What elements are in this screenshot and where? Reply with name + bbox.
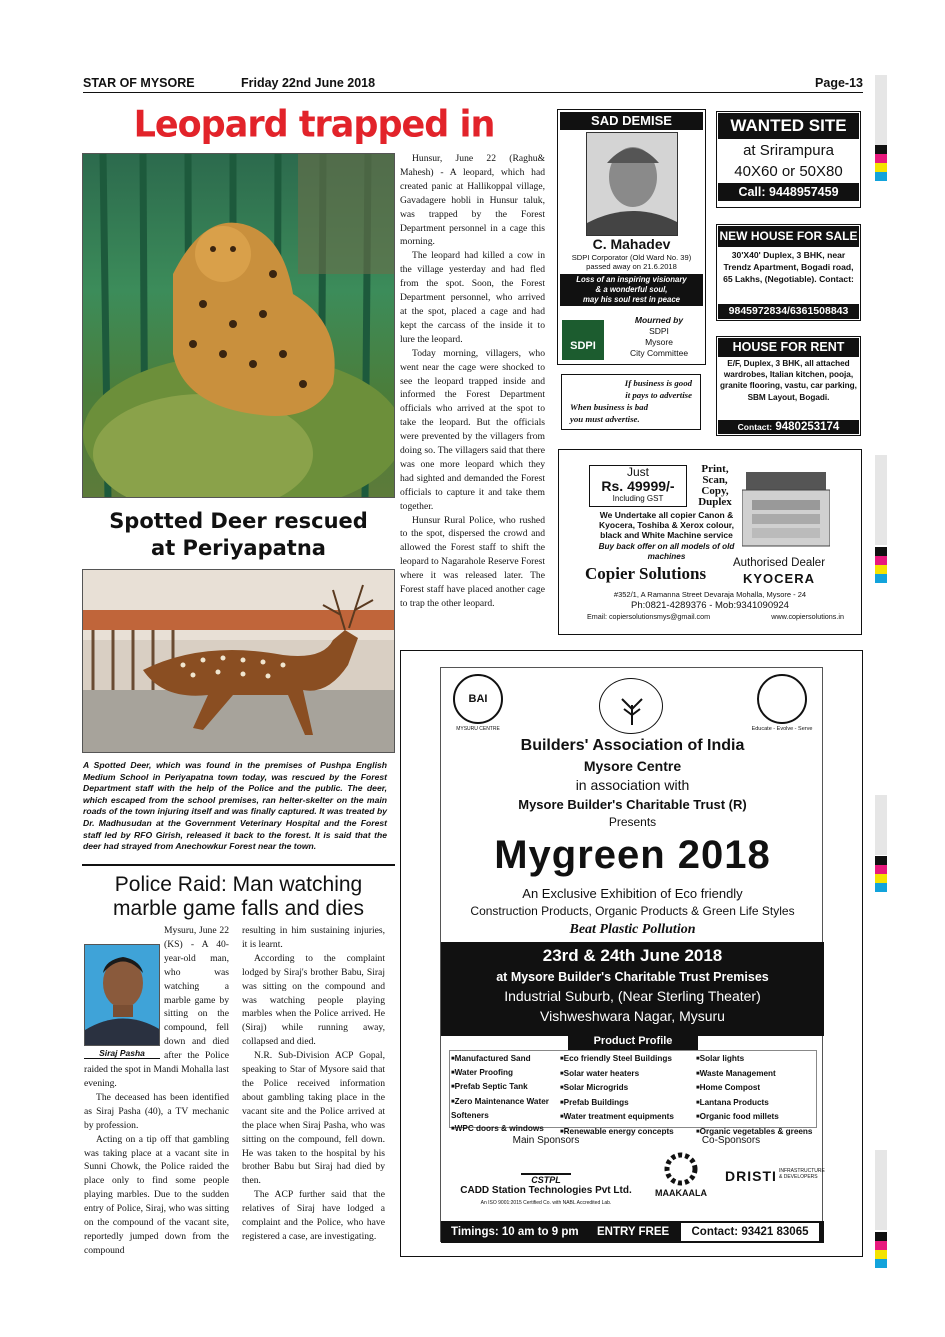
promo-line: you must advertise. bbox=[570, 414, 640, 424]
presents: Presents bbox=[608, 815, 657, 829]
product-item: ■ Water treatment equipments bbox=[560, 1110, 700, 1125]
product-item: ■ Lantana Products bbox=[696, 1096, 822, 1111]
product-item: ■ Water Proofing bbox=[451, 1066, 561, 1080]
page-number: Page-13 bbox=[815, 76, 863, 90]
paragraph: Today morning, villagers, who went near the cage were shocked to see the leopard trapped inside and informed the Forest Department officials who arrived at the spot to take the leopard. But the officials were prevented by the villagers from doing so. The villagers said that there was one more leopard which they had sighted and demanded the Forest officials to capture it and take them together. bbox=[400, 347, 545, 512]
copier-machine-image bbox=[742, 466, 830, 550]
promo-line: it pays to advertise bbox=[625, 390, 692, 400]
price: Rs. 49999/- bbox=[601, 478, 675, 494]
deer-caption: A Spotted Deer, which was found in the premises of Pushpa English Medium School in Periyapatna town today, was rescued by the Forest Department staff with the help of the Police and the public. The deer, which escaped from the school premises, ran helter-skelter on the main roads of the town injuring itself and was finally captured. It was treated by Dr. Madhusudan at the Government Veterinary Hospital and the Forest staff led by RFO Girish, released it back to the forest. It is said that the deer had strayed from Anechowkur Forest near the town. bbox=[83, 760, 387, 852]
in-association: in association with bbox=[575, 777, 690, 793]
tree-logo bbox=[599, 678, 663, 734]
event-details-band bbox=[441, 942, 824, 1036]
venue-line: Industrial Suburb, (Near Sterling Theater) bbox=[504, 988, 761, 1004]
entry-free: ENTRY FREE bbox=[597, 1226, 670, 1238]
mourned-line: SDPI bbox=[649, 326, 669, 336]
service-item: Duplex bbox=[698, 496, 732, 508]
product-item: ■ Solar lights bbox=[696, 1052, 822, 1067]
advertise-promo bbox=[561, 374, 701, 430]
color-registration-mark bbox=[875, 1232, 887, 1268]
sad-demise-ad bbox=[557, 109, 706, 365]
buyback-text: Buy back offer on all models of old machines bbox=[598, 542, 735, 561]
leopard-article bbox=[400, 152, 545, 611]
product-list bbox=[451, 1052, 561, 1136]
event-subtitle: Construction Products, Organic Products & Green Life Styles bbox=[470, 904, 795, 918]
copier-ad bbox=[558, 449, 862, 635]
police-col2 bbox=[242, 924, 385, 1244]
color-registration-mark bbox=[875, 856, 887, 892]
dealer-label: Authorised Dealer bbox=[732, 557, 826, 569]
date-of-demise: passed away on 21.6.2018 bbox=[586, 262, 677, 271]
undertake-text: We Undertake all copier Canon & Kyocera, Toshiba & Xerox colour, black and White Machine service bbox=[599, 510, 734, 540]
main-sponsor-cert: An ISO 9001:2015 Certified Co. with NABL Accredited Lab. bbox=[480, 1200, 612, 1206]
product-item: ■ Organic food millets bbox=[696, 1110, 822, 1125]
police-headline-line: Police Raid: Man watching bbox=[114, 873, 363, 896]
photo-float-space bbox=[84, 924, 164, 1060]
mourned-line: Mysore bbox=[645, 337, 673, 347]
product-list bbox=[560, 1052, 700, 1140]
deer-headline-line: Spotted Deer rescued bbox=[109, 509, 368, 533]
trust-logo-sub: Educate - Evolve - Serve bbox=[751, 726, 813, 732]
margin-strip bbox=[875, 1150, 887, 1230]
promo-line: When business is bad bbox=[570, 402, 648, 412]
co-sponsor-2-sub: INFRASTRUCTURE & DEVELOPERS bbox=[779, 1168, 825, 1180]
charitable-trust: Mysore Builder's Charitable Trust (R) bbox=[518, 797, 747, 812]
mourned-line: City Committee bbox=[629, 348, 689, 358]
police-headline bbox=[82, 873, 395, 921]
tribute-line: & a wonderful soul, bbox=[595, 285, 668, 294]
paragraph: The leopard had killed a cow in the village yesterday and had fled from the spot. Soon, the Forest Department personnel, who arrived at the spot, placed a cage and had kept the carcass of the inside it to lure the leopard. bbox=[400, 250, 545, 345]
wanted-site-title: WANTED SITE bbox=[718, 113, 859, 139]
sad-demise-title: SAD DEMISE bbox=[560, 112, 703, 130]
main-sponsors-label: Main Sponsors bbox=[512, 1135, 580, 1146]
product-profile-title: Product Profile bbox=[568, 1032, 698, 1050]
association-centre: Mysore Centre bbox=[583, 758, 682, 774]
copier-email: Email: copiersolutionsmys@gmail.com bbox=[587, 612, 711, 621]
event-subtitle: An Exclusive Exhibition of Eco friendly bbox=[522, 886, 743, 901]
mygreen-ad-frame bbox=[400, 650, 863, 1257]
promo-line: If business is good bbox=[624, 378, 692, 388]
page-header bbox=[83, 76, 863, 93]
co-sponsor-1: MAAKAALA bbox=[655, 1188, 707, 1198]
lead-text: Mysuru, June 22 (KS) - A 40-year-old man, who was watching a marble game by sitting on the compound, fell down and died after the Police raided the spot in Mandi Mohalla last evening. bbox=[84, 925, 229, 1089]
leopard-headline: Leopard trapped in bbox=[133, 103, 495, 146]
mourned-by bbox=[616, 315, 702, 359]
paragraph: Hunsur, June 22 (Raghu& Mahesh) - A leopard, which had created panic at Hallikoppal village, Gavadagere hobli in Hunsur taluk, was trapped by the Forest Department personnel in a cage this morning. bbox=[400, 153, 545, 248]
police-lead bbox=[84, 924, 229, 1258]
tribute bbox=[560, 274, 703, 306]
issue-date: Friday 22nd June 2018 bbox=[241, 76, 376, 90]
co-sponsor-2: DRISTI bbox=[725, 1168, 777, 1184]
venue-line: at Mysore Builder's Charitable Trust Premises bbox=[496, 970, 769, 984]
event-title: Mygreen 2018 bbox=[494, 833, 771, 877]
service-item: Copy, bbox=[701, 485, 729, 497]
copier-web: www.copiersolutions.in bbox=[771, 612, 844, 621]
service-item: Print, bbox=[701, 463, 729, 475]
product-item: ■ Solar water heaters bbox=[560, 1067, 700, 1082]
bai-sub: MYSURU CENTRE bbox=[456, 726, 500, 732]
copier-address: #352/1, A Ramanna Street Devaraja Mohalla, Mysore - 24 bbox=[613, 590, 807, 599]
paragraph: The ACP further said that the relatives of Siraj have lodged a complaint and the Police, who have registered a case, are investigating. bbox=[242, 1189, 385, 1242]
police-headline-line: marble game falls and dies bbox=[113, 897, 364, 920]
wanted-site-ad bbox=[716, 111, 861, 208]
paragraph: The deceased has been identified as Siraj Pasha (40), a TV mechanic by profession. bbox=[84, 1091, 229, 1131]
price-gst: Including GST bbox=[612, 494, 664, 503]
house-sale-body: 30'X40' Duplex, 3 BHK, near Trendz Apartment, Bogadi road, 65 Lakhs, (Negotiable). Contact: bbox=[723, 250, 854, 284]
product-item: ■ WPC doors & windows bbox=[451, 1122, 561, 1136]
deer-headline bbox=[82, 508, 395, 562]
mourned-line: Mourned by bbox=[634, 315, 684, 325]
product-list bbox=[696, 1052, 822, 1140]
house-rent-body: E/F, Duplex, 3 BHK, all attached wardrobes, Italian kitchen, pooja, granite flooring, vastu, car parking, SBM Layout, Bogadi. bbox=[720, 359, 857, 402]
kyocera-logo: KYOCERA bbox=[742, 571, 815, 586]
paragraph: resulting in him sustaining injuries, it is learnt. bbox=[242, 925, 385, 950]
house-rent-ad bbox=[716, 336, 861, 436]
color-registration-mark bbox=[875, 547, 887, 583]
co-sponsors-label: Co-Sponsors bbox=[701, 1135, 761, 1146]
divider bbox=[82, 864, 395, 866]
cstpl-logo: CSTPL bbox=[521, 1173, 571, 1185]
paragraph bbox=[84, 924, 229, 1091]
paragraph: N.R. Sub-Division ACP Gopal, speaking to Star of Mysore said that the Police received information about gambling taking place in the vacant site and the Police arrived at the place when Siraj Pasha, who was sitting on the compound, fell down. He was taken to the hospital by his brother Babu but Siraj had died by then. bbox=[242, 1050, 385, 1187]
deceased-name: C. Mahadev bbox=[592, 236, 671, 252]
margin-strip bbox=[875, 795, 887, 855]
copier-phone: Ph:0821-4289376 - Mob:9341090924 bbox=[631, 600, 789, 611]
product-item: ■ Prefab Buildings bbox=[560, 1096, 700, 1111]
product-item: ■ Zero Maintenance Water Softeners bbox=[451, 1095, 561, 1122]
mygreen-ad bbox=[440, 667, 823, 1242]
paper-name: STAR OF MYSORE bbox=[83, 76, 195, 90]
bai-logo: BAI bbox=[453, 674, 503, 724]
house-sale-phone: 9845972834/6361508843 bbox=[718, 304, 859, 319]
footer-band bbox=[441, 1221, 824, 1243]
house-rent-phone: 9480253174 bbox=[775, 421, 840, 433]
wanted-site-line: 40X60 or 50X80 bbox=[734, 163, 843, 180]
color-registration-mark bbox=[875, 145, 887, 181]
product-item: ■ Waste Management bbox=[696, 1067, 822, 1082]
event-dates: 23rd & 24th June 2018 bbox=[542, 946, 723, 965]
maakaala-logo bbox=[656, 1151, 706, 1191]
copier-brand: Copier Solutions bbox=[585, 564, 707, 583]
paragraph: According to the complaint lodged by Siraj's brother Babu, Siraj was sitting on the compound and was watching people playing marbles when the Police arrived. He (Siraj) while running away, collapsed and died. bbox=[242, 952, 385, 1048]
deer-photo bbox=[82, 569, 395, 753]
house-rent-contact bbox=[718, 420, 859, 434]
product-item: ■ Solar Microgrids bbox=[560, 1081, 700, 1096]
obituary-photo bbox=[586, 132, 678, 236]
tagline: Beat Plastic Pollution bbox=[569, 922, 696, 937]
footer-contact: Contact: 93421 83065 bbox=[681, 1223, 819, 1241]
photo-caption: Siraj Pasha bbox=[84, 1048, 160, 1059]
product-item: ■ Home Compost bbox=[696, 1081, 822, 1096]
wanted-site-call: Call: 9448957459 bbox=[718, 183, 859, 201]
association-name: Builders' Association of India bbox=[520, 737, 745, 754]
wanted-site-line: at Srirampura bbox=[743, 142, 834, 159]
product-item: ■ Renewable energy concepts bbox=[560, 1125, 700, 1140]
margin-strip bbox=[875, 75, 887, 145]
main-sponsor-name: CADD Station Technologies Pvt Ltd. bbox=[460, 1185, 632, 1196]
house-sale-title: NEW HOUSE FOR SALE bbox=[718, 226, 859, 247]
product-item: ■ Organic vegetables & greens bbox=[696, 1125, 822, 1140]
contact-label: Contact: bbox=[737, 422, 773, 432]
price-box bbox=[589, 465, 687, 507]
paragraph: Acting on a tip off that gambling was taking place at a vacant site in Sunni Chowk, the Police raided the place only to find some people playing marbles. Due to the sudden entry of Police, Siraj, who was sitting on the compound of the vacant site, reportedly jumped down from the compound bbox=[84, 1133, 229, 1256]
price-just: Just bbox=[626, 465, 649, 479]
service-item: Scan, bbox=[702, 474, 728, 486]
venue-line: Vishweshwara Nagar, Mysuru bbox=[540, 1008, 725, 1024]
sdpi-logo bbox=[562, 320, 604, 360]
trust-logo bbox=[757, 674, 807, 724]
deer-headline-line: at Periyapatna bbox=[151, 536, 326, 560]
tribute-line: may his soul rest in peace bbox=[582, 295, 681, 304]
timings: Timings: 10 am to 9 pm bbox=[451, 1226, 579, 1238]
leopard-photo bbox=[82, 153, 395, 498]
designation: SDPI Corporator (Old Ward No. 39) bbox=[571, 253, 692, 262]
product-item: ■ Manufactured Sand bbox=[451, 1052, 561, 1066]
tribute-line: Loss of an inspiring visionary bbox=[576, 275, 687, 284]
product-item: ■ Prefab Septic Tank bbox=[451, 1080, 561, 1094]
house-rent-title: HOUSE FOR RENT bbox=[718, 338, 859, 357]
product-item: ■ Eco friendly Steel Buildings bbox=[560, 1052, 700, 1067]
house-sale-ad bbox=[716, 224, 861, 321]
sdpi-logo-text: SDPI bbox=[570, 340, 596, 352]
paragraph: Hunsur Rural Police, who rushed to the spot, dispersed the crowd and allowed the Forest staff to shift the leopard to Nagarahole Reserve Forest where it was released later. The Forest staff have placed another cage to trap the other leopard. bbox=[400, 514, 545, 609]
services bbox=[689, 464, 741, 508]
margin-strip bbox=[875, 455, 887, 545]
